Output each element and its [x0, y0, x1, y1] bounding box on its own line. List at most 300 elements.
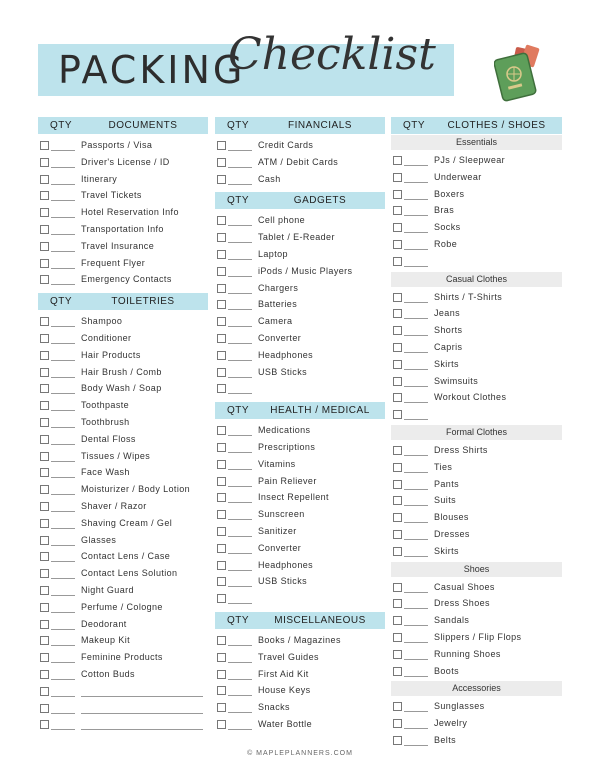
checklist-item — [391, 170, 562, 187]
item-label: Sandals — [434, 615, 470, 626]
qty-header: QTY — [50, 120, 73, 131]
item-label: Sunglasses — [434, 701, 485, 712]
footer-credit: © MAPLEPLANNERS.COM — [247, 750, 353, 757]
subsection-header: Shoes — [391, 562, 562, 577]
checkbox[interactable] — [217, 653, 226, 662]
checklist-item — [38, 138, 208, 155]
item-label: Travel Tickets — [81, 190, 142, 201]
checklist-item — [391, 323, 562, 340]
checkbox[interactable] — [217, 300, 226, 309]
checkbox[interactable] — [393, 410, 402, 419]
item-label: Sanitizer — [258, 525, 297, 536]
qty-line — [51, 511, 75, 512]
qty-line — [228, 502, 252, 503]
checkbox[interactable] — [393, 156, 402, 165]
checkbox[interactable] — [40, 502, 49, 511]
qty-line — [228, 225, 252, 226]
item-label: Shaver / Razor — [81, 500, 147, 511]
section-title: GADGETS — [293, 195, 347, 207]
checkbox[interactable] — [217, 636, 226, 645]
checklist-item — [215, 541, 385, 558]
item-label: Bras — [434, 205, 455, 216]
checkbox[interactable] — [217, 351, 226, 360]
section-header — [215, 612, 385, 629]
qty-line — [228, 435, 252, 436]
qty-line — [51, 578, 75, 579]
checkbox[interactable] — [217, 141, 226, 150]
checkbox[interactable] — [40, 175, 49, 184]
checklist-item — [38, 314, 208, 331]
checklist-item — [38, 398, 208, 415]
item-label: Face Wash — [81, 467, 130, 478]
qty-line — [51, 326, 75, 327]
checklist-item — [215, 247, 385, 264]
checklist-item — [215, 507, 385, 524]
qty-line — [228, 326, 252, 327]
item-label: Vitamins — [258, 458, 296, 469]
item-label: Chargers — [258, 282, 299, 293]
blank-item — [38, 701, 208, 718]
qty-line — [228, 293, 252, 294]
checkbox[interactable] — [40, 636, 49, 645]
checkbox[interactable] — [217, 317, 226, 326]
item-label: Toothbrush — [81, 416, 130, 427]
checkbox[interactable] — [40, 536, 49, 545]
qty-line — [51, 612, 75, 613]
checkbox[interactable] — [217, 368, 226, 377]
checkbox[interactable] — [40, 384, 49, 393]
item-label: House Keys — [258, 685, 311, 696]
checkbox[interactable] — [217, 544, 226, 553]
checklist-item — [215, 440, 385, 457]
checkbox[interactable] — [393, 360, 402, 369]
checkbox[interactable] — [40, 418, 49, 427]
checkbox[interactable] — [40, 317, 49, 326]
item-label: Pain Reliever — [258, 475, 317, 486]
qty-line — [404, 608, 428, 609]
write-in-line[interactable] — [81, 729, 203, 730]
qty-line — [228, 242, 252, 243]
qty-line — [51, 477, 75, 478]
write-in-line[interactable] — [81, 713, 203, 714]
checklist-item — [38, 188, 208, 205]
checklist-item — [215, 155, 385, 172]
subsection-header: Formal Clothes — [391, 425, 562, 440]
qty-line — [404, 711, 428, 712]
checklist-item — [391, 630, 562, 647]
item-label: Jewelry — [434, 718, 468, 729]
item-label: Frequent Flyer — [81, 257, 146, 268]
checklist-item — [391, 580, 562, 597]
qty-header: QTY — [50, 296, 73, 308]
checkbox[interactable] — [393, 496, 402, 505]
item-label: Toothpaste — [81, 400, 130, 411]
section-title: FINANCIALS — [288, 120, 352, 131]
checklist-item — [391, 664, 562, 681]
item-label: Capris — [434, 341, 463, 352]
checkbox[interactable] — [393, 377, 402, 386]
item-label: Snacks — [258, 702, 290, 713]
checklist-item — [391, 596, 562, 613]
checkbox[interactable] — [217, 510, 226, 519]
checklist-item — [38, 256, 208, 273]
item-label: USB Sticks — [258, 576, 308, 587]
qty-line — [404, 455, 428, 456]
checklist-item — [391, 733, 562, 750]
item-label: Feminine Products — [81, 652, 163, 663]
checkbox[interactable] — [217, 233, 226, 242]
section-header — [215, 117, 385, 134]
qty-header: QTY — [227, 614, 250, 626]
qty-line — [228, 662, 252, 663]
column-left — [38, 117, 208, 734]
item-label: PJs / Sleepwear — [434, 155, 506, 165]
checklist-item — [391, 290, 562, 307]
qty-line — [404, 522, 428, 523]
qty-line — [404, 592, 428, 593]
checklist-item — [38, 415, 208, 432]
checkbox[interactable] — [40, 208, 49, 217]
item-label: Night Guard — [81, 584, 134, 595]
checkbox[interactable] — [40, 435, 49, 444]
item-label: Prescriptions — [258, 441, 316, 452]
checklist-item — [391, 254, 562, 271]
checklist-item — [391, 647, 562, 664]
item-label: Contact Lens Solution — [81, 568, 178, 579]
checkbox[interactable] — [217, 477, 226, 486]
checklist-item — [391, 699, 562, 716]
checkbox[interactable] — [40, 569, 49, 578]
qty-header: QTY — [403, 120, 426, 131]
checkbox[interactable] — [40, 158, 49, 167]
checklist-item — [215, 474, 385, 491]
item-label: Belts — [434, 734, 457, 745]
item-label: Driver's License / ID — [81, 156, 170, 167]
checkbox[interactable] — [217, 527, 226, 536]
checkbox[interactable] — [393, 547, 402, 556]
checkbox[interactable] — [40, 468, 49, 477]
qty-line — [51, 679, 75, 680]
checklist-item — [215, 591, 385, 608]
checklist-item — [215, 297, 385, 314]
item-label: Medications — [258, 425, 311, 436]
checklist-item — [391, 510, 562, 527]
checkbox[interactable] — [40, 519, 49, 528]
checkbox[interactable] — [393, 650, 402, 659]
checkbox[interactable] — [40, 141, 49, 150]
qty-line — [404, 472, 428, 473]
checkbox[interactable] — [40, 275, 49, 284]
checkbox[interactable] — [217, 561, 226, 570]
checkbox[interactable] — [40, 704, 49, 713]
checkbox[interactable] — [393, 667, 402, 676]
checkbox[interactable] — [217, 577, 226, 586]
qty-line — [51, 729, 75, 730]
checklist-item — [215, 717, 385, 734]
qty-line — [404, 165, 428, 166]
checkbox[interactable] — [217, 703, 226, 712]
checkbox[interactable] — [217, 250, 226, 259]
item-label: USB Sticks — [258, 366, 308, 377]
qty-line — [228, 393, 252, 394]
item-label: ATM / Debit Cards — [258, 156, 339, 167]
checkbox[interactable] — [40, 191, 49, 200]
checklist-item — [391, 477, 562, 494]
item-label: Converter — [258, 542, 302, 553]
qty-line — [404, 266, 428, 267]
checkbox[interactable] — [40, 452, 49, 461]
checklist-item — [38, 617, 208, 634]
item-label: Credit Cards — [258, 140, 314, 150]
checkbox[interactable] — [40, 603, 49, 612]
checkbox[interactable] — [393, 173, 402, 182]
checkbox[interactable] — [217, 216, 226, 225]
item-label: Hair Brush / Comb — [81, 366, 162, 377]
checklist-item — [38, 549, 208, 566]
subsection-header: Accessories — [391, 681, 562, 696]
checkbox[interactable] — [393, 190, 402, 199]
checkbox[interactable] — [40, 670, 49, 679]
item-label: Hair Products — [81, 349, 141, 360]
qty-line — [228, 553, 252, 554]
checkbox[interactable] — [40, 552, 49, 561]
passport-icon — [494, 44, 546, 104]
checkbox[interactable] — [40, 242, 49, 251]
item-label: Batteries — [258, 299, 298, 310]
checkbox[interactable] — [393, 463, 402, 472]
checklist-item — [215, 172, 385, 189]
qty-line — [404, 659, 428, 660]
column-right — [391, 117, 562, 750]
checkbox[interactable] — [393, 206, 402, 215]
item-label: Headphones — [258, 349, 314, 360]
item-label: Skirts — [434, 358, 459, 369]
item-label: Tissues / Wipes — [81, 450, 151, 461]
checkbox[interactable] — [217, 384, 226, 393]
checkbox[interactable] — [217, 267, 226, 276]
section-header — [391, 117, 562, 134]
checkbox[interactable] — [393, 599, 402, 608]
checkbox[interactable] — [217, 686, 226, 695]
qty-line — [51, 251, 75, 252]
item-label: Dress Shirts — [434, 444, 488, 455]
checkbox[interactable] — [40, 259, 49, 268]
page-title-script: Checklist — [228, 29, 436, 80]
qty-line — [51, 410, 75, 411]
checkbox[interactable] — [217, 284, 226, 293]
checkbox[interactable] — [393, 480, 402, 489]
blank-item — [38, 717, 208, 734]
section-header — [38, 293, 208, 310]
qty-line — [228, 377, 252, 378]
checklist-item — [215, 524, 385, 541]
qty-line — [404, 182, 428, 183]
checklist-item — [391, 493, 562, 510]
item-label: Body Wash / Soap — [81, 383, 162, 394]
checkbox[interactable] — [217, 460, 226, 469]
qty-line — [228, 679, 252, 680]
item-label: Glasses — [81, 534, 117, 545]
qty-line — [404, 369, 428, 370]
checklist-item — [391, 374, 562, 391]
checklist-item — [391, 357, 562, 374]
checkbox[interactable] — [40, 368, 49, 377]
item-label: Sunscreen — [258, 509, 305, 520]
section-title: MISCELLANEOUS — [274, 614, 366, 626]
checkbox[interactable] — [393, 719, 402, 728]
checkbox[interactable] — [393, 343, 402, 352]
item-label: Skirts — [434, 545, 459, 556]
qty-line — [228, 645, 252, 646]
checkbox[interactable] — [393, 223, 402, 232]
qty-line — [404, 489, 428, 490]
item-label: Travel Insurance — [81, 240, 155, 251]
item-label: Insect Repellent — [258, 492, 329, 503]
checklist-item — [391, 220, 562, 237]
item-label: Camera — [258, 316, 293, 327]
checklist-item — [391, 716, 562, 733]
checklist-item — [38, 566, 208, 583]
checkbox[interactable] — [40, 586, 49, 595]
checklist-item — [38, 222, 208, 239]
section-title: HEALTH / MEDICAL — [270, 405, 370, 417]
item-label: Shampoo — [81, 316, 123, 327]
checklist-item — [215, 700, 385, 717]
item-label: Itinerary — [81, 173, 118, 184]
item-label: First Aid Kit — [258, 668, 309, 679]
qty-line — [404, 199, 428, 200]
checklist-item — [215, 633, 385, 650]
checklist-item — [215, 365, 385, 382]
qty-line — [228, 570, 252, 571]
item-label: Swimsuits — [434, 375, 479, 386]
item-label: Suits — [434, 495, 457, 506]
checkbox[interactable] — [393, 583, 402, 592]
qty-line — [404, 335, 428, 336]
item-label: Workout Clothes — [434, 392, 507, 403]
checkbox[interactable] — [40, 485, 49, 494]
checkbox[interactable] — [40, 334, 49, 343]
checkbox[interactable] — [393, 393, 402, 402]
qty-line — [51, 645, 75, 646]
checkbox[interactable] — [217, 175, 226, 184]
qty-line — [228, 184, 252, 185]
checkbox[interactable] — [393, 530, 402, 539]
item-label: Emergency Contacts — [81, 274, 172, 285]
checkbox[interactable] — [40, 225, 49, 234]
checklist-item — [38, 583, 208, 600]
checkbox[interactable] — [40, 720, 49, 729]
qty-line — [404, 676, 428, 677]
item-label: Travel Guides — [258, 651, 319, 662]
checkbox[interactable] — [393, 446, 402, 455]
qty-line — [228, 695, 252, 696]
qty-line — [404, 302, 428, 303]
qty-line — [228, 452, 252, 453]
item-label: Passports / Visa — [81, 140, 153, 150]
checkbox[interactable] — [40, 620, 49, 629]
checkbox[interactable] — [393, 257, 402, 266]
item-label: Hotel Reservation Info — [81, 207, 179, 218]
checkbox[interactable] — [393, 326, 402, 335]
checkbox[interactable] — [393, 309, 402, 318]
checkbox[interactable] — [393, 702, 402, 711]
page-title: PACKING — [58, 48, 246, 92]
checklist-item — [391, 306, 562, 323]
checklist-item — [38, 465, 208, 482]
checklist-item — [215, 230, 385, 247]
checklist-item — [391, 544, 562, 561]
item-label: Socks — [434, 222, 461, 233]
item-label: Contact Lens / Case — [81, 551, 171, 562]
checklist-item — [215, 457, 385, 474]
qty-line — [228, 486, 252, 487]
item-label: Dress Shoes — [434, 598, 490, 609]
checkbox[interactable] — [393, 240, 402, 249]
qty-line — [228, 519, 252, 520]
qty-line — [51, 150, 75, 151]
qty-line — [51, 696, 75, 697]
qty-line — [228, 586, 252, 587]
qty-line — [51, 343, 75, 344]
checklist-item — [215, 264, 385, 281]
write-in-line[interactable] — [81, 696, 203, 697]
checkbox[interactable] — [40, 687, 49, 696]
qty-line — [404, 539, 428, 540]
checkbox[interactable] — [217, 158, 226, 167]
checklist-item — [215, 348, 385, 365]
checklist-item — [391, 390, 562, 407]
checklist-item — [391, 407, 562, 424]
checkbox[interactable] — [393, 736, 402, 745]
item-label: Ties — [434, 461, 453, 472]
item-label: Water Bottle — [258, 718, 312, 729]
checkbox[interactable] — [40, 653, 49, 662]
checkbox[interactable] — [217, 493, 226, 502]
qty-line — [51, 284, 75, 285]
checkbox[interactable] — [393, 633, 402, 642]
checkbox[interactable] — [217, 334, 226, 343]
item-label: Boots — [434, 665, 460, 676]
checkbox[interactable] — [40, 351, 49, 360]
qty-line — [228, 167, 252, 168]
qty-line — [51, 217, 75, 218]
checkbox[interactable] — [217, 426, 226, 435]
section-title: DOCUMENTS — [108, 120, 178, 131]
checklist-item — [38, 449, 208, 466]
qty-line — [51, 200, 75, 201]
section-header — [215, 192, 385, 209]
checkbox[interactable] — [217, 720, 226, 729]
item-label: Moisturizer / Body Lotion — [81, 484, 191, 495]
checklist-item — [391, 443, 562, 460]
checkbox[interactable] — [393, 293, 402, 302]
checkbox[interactable] — [40, 401, 49, 410]
checkbox[interactable] — [217, 443, 226, 452]
checkbox[interactable] — [217, 670, 226, 679]
item-label: iPods / Music Players — [258, 265, 353, 276]
checklist-item — [38, 667, 208, 684]
item-label: Cotton Buds — [81, 668, 135, 679]
qty-line — [51, 377, 75, 378]
qty-line — [51, 167, 75, 168]
checkbox[interactable] — [393, 513, 402, 522]
blank-item — [38, 684, 208, 701]
checkbox[interactable] — [217, 594, 226, 603]
checkbox[interactable] — [393, 616, 402, 625]
qty-line — [51, 268, 75, 269]
qty-line — [228, 259, 252, 260]
